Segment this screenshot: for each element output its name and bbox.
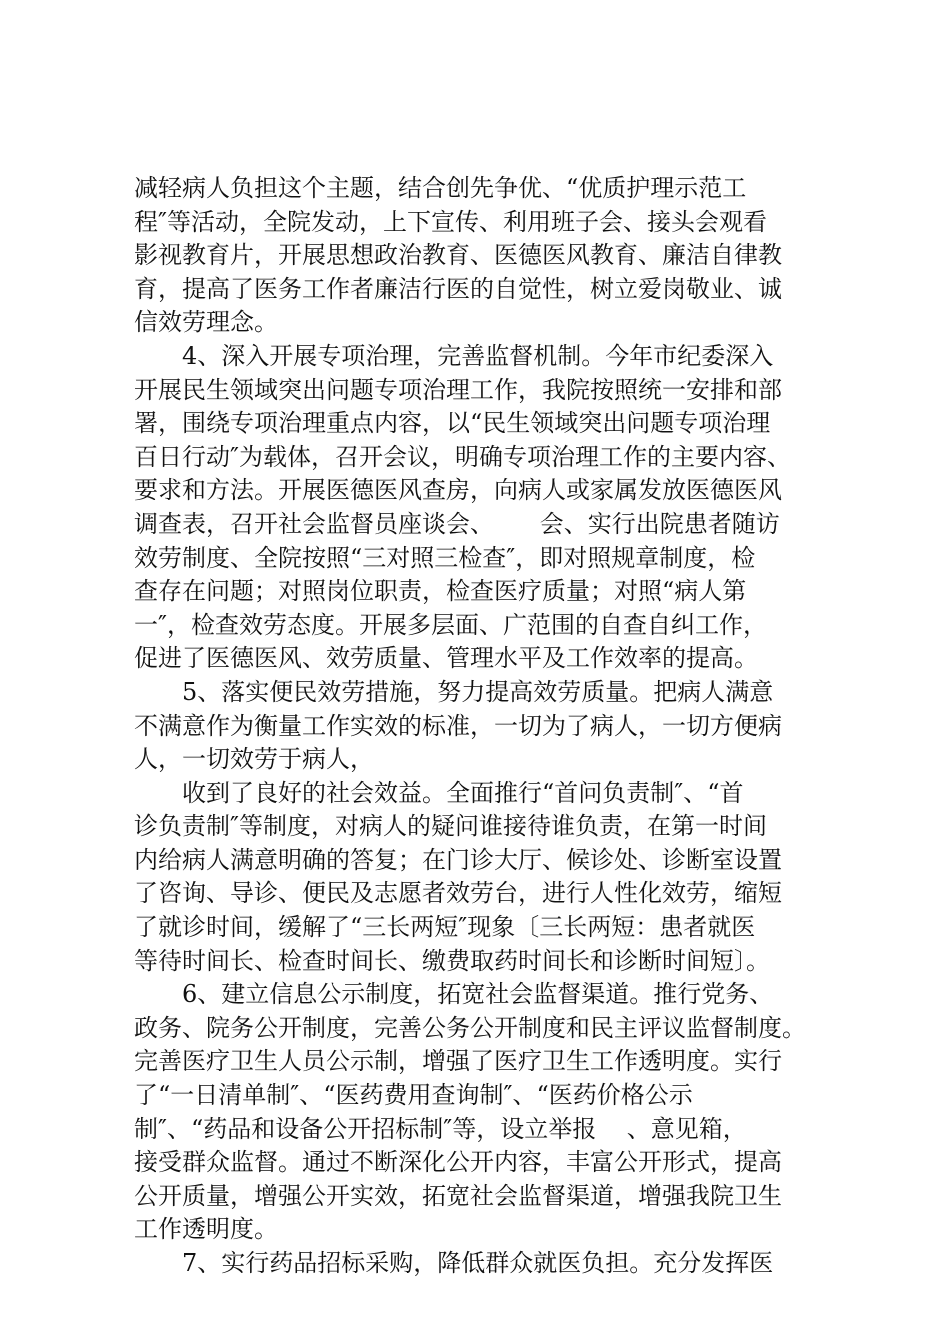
text-line: 程″等活动，全院发动，上下宣传、利用班子会、接头会观看 xyxy=(134,207,767,236)
text-line: 公开质量，增强公开实效，拓宽社会监督渠道，增强我院卫生 xyxy=(134,1181,782,1210)
text-line: 要求和方法。开展医德医风查房，向病人或家属发放医德医风 xyxy=(134,476,782,505)
text-line: 促进了医德医风、效劳质量、管理水平及工作效率的提高。 xyxy=(134,644,758,673)
text-line: 人，一切效劳于病人， xyxy=(134,745,374,774)
text-line: 信效劳理念。 xyxy=(134,308,278,337)
text-line: 百日行动″为载体，召开会议，明确专项治理工作的主要内容、 xyxy=(134,442,791,471)
text-line: 影视教育片，开展思想政治教育、医德医风教育、廉洁自律教 xyxy=(134,241,782,270)
text-line: 接受群众监督。通过不断深化公开内容，丰富公开形式，提高 xyxy=(134,1148,782,1177)
text-line: 政务、院务公开制度，完善公务公开制度和民主评议监督制度。 xyxy=(134,1013,806,1042)
text-line: 了“一日清单制″、“医药费用查询制″、“医药价格公示 xyxy=(134,1081,693,1110)
text-line: 诊负责制″等制度，对病人的疑问谁接待谁负责，在第一时间 xyxy=(134,812,767,841)
text-line: 内给病人满意明确的答复；在门诊大厅、候诊处、诊断室设置 xyxy=(134,845,782,874)
text-line: 开展民生领域突出问题专项治理工作，我院按照统一安排和部 xyxy=(134,375,782,404)
text-line: 了咨询、导诊、便民及志愿者效劳台，进行人性化效劳，缩短 xyxy=(134,879,782,908)
text-line: 一″，检查效劳态度。开展多层面、广范围的自查自纠工作， xyxy=(134,610,767,639)
text-line-indented: 收到了良好的社会效益。全面推行“首问负责制″、“首 xyxy=(182,778,744,807)
text-line: 减轻病人负担这个主题，结合创先争优、“优质护理示范工 xyxy=(134,174,747,202)
text-line: 效劳制度、全院按照“三对照三检查″，即对照规章制度，检 xyxy=(134,543,756,572)
text-line: 署，围绕专项治理重点内容，以“民生领域突出问题专项治理 xyxy=(134,409,771,438)
text-line: 不满意作为衡量工作实效的标准，一切为了病人，一切方便病 xyxy=(134,711,782,740)
text-line: 完善医疗卫生人员公示制，增强了医疗卫生工作透明度。实行 xyxy=(134,1047,782,1076)
paragraph-6-heading: 6、建立信息公示制度，拓宽社会监督渠道。推行党务、 xyxy=(182,980,774,1009)
text-line: 调查表，召开社会监督员座谈会、 会、实行出院患者随访 xyxy=(134,509,780,538)
paragraph-7-heading: 7、实行药品招标采购，降低群众就医负担。充分发挥医 xyxy=(182,1249,774,1277)
text-line: 制″、“药品和设备公开招标制″等，设立举报 、意见箱， xyxy=(134,1114,747,1143)
text-line: 等待时间长、检查时间长、缴费取药时间长和诊断时间短〕。 xyxy=(134,946,770,975)
text-line: 工作透明度。 xyxy=(134,1215,278,1244)
text-line: 查存在问题；对照岗位职责，检查医疗质量；对照“病人第 xyxy=(134,577,747,606)
paragraph-5-heading: 5、落实便民效劳措施，努力提高效劳质量。把病人满意 xyxy=(182,677,774,706)
document-body xyxy=(134,172,854,1281)
text-line: 了就诊时间，缓解了“三长两短″现象〔三长两短：患者就医 xyxy=(134,913,756,942)
text-line: 育，提高了医务工作者廉洁行医的自觉性，树立爱岗敬业、诚 xyxy=(134,274,782,303)
paragraph-4-heading: 4、深入开展专项治理，完善监督机制。今年市纪委深入 xyxy=(182,341,774,370)
